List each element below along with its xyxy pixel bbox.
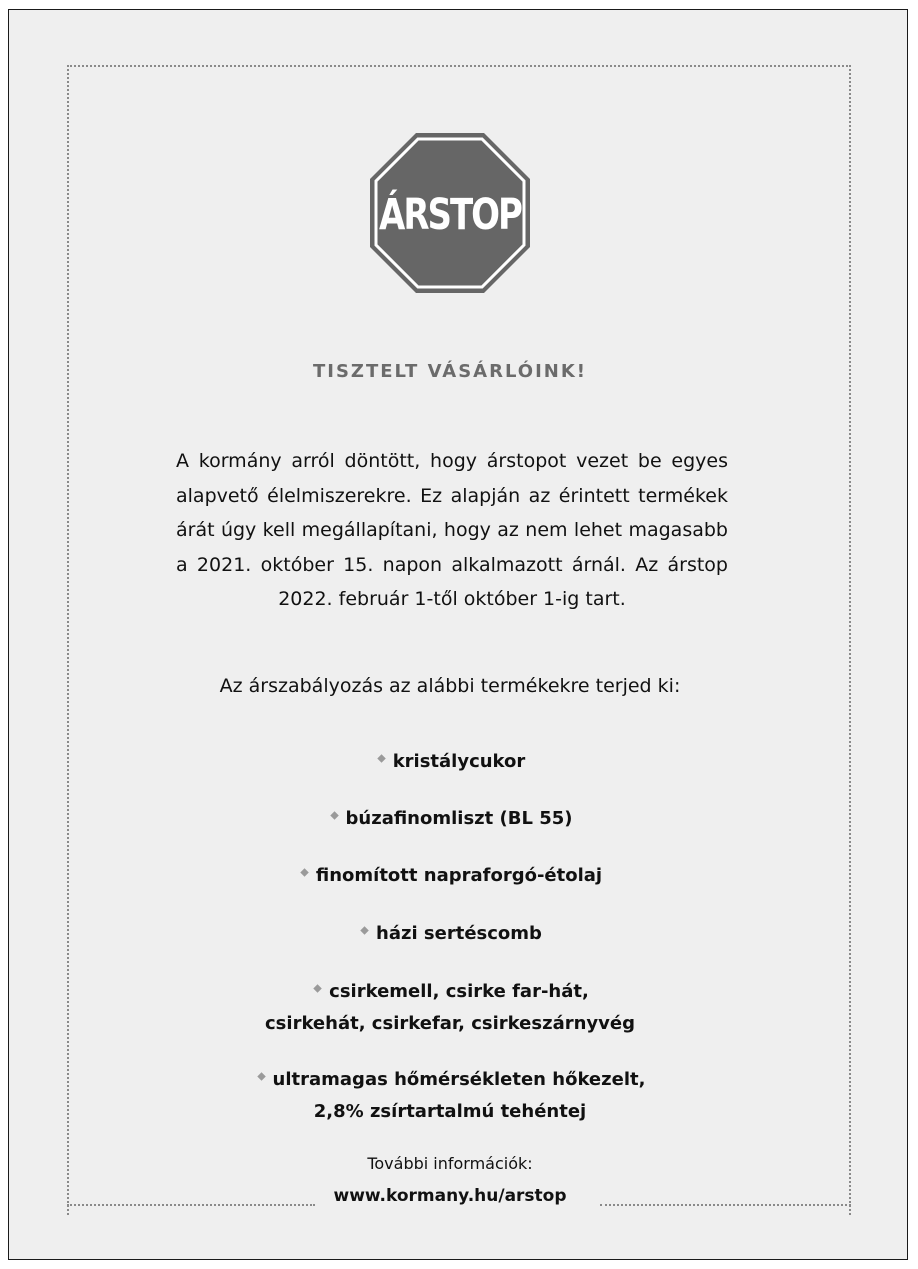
diamond-bullet-icon	[300, 868, 308, 876]
diamond-bullet-icon	[257, 1072, 265, 1080]
list-item: csirkemell, csirke far-hát, csirkehát, csirkefar, csirkeszárnyvég	[265, 981, 635, 1034]
diamond-bullet-icon	[313, 984, 321, 992]
footer-url-link[interactable]	[0, 1184, 900, 1208]
diamond-bullet-icon	[330, 811, 338, 819]
footer-info-label: További információk:	[367, 1154, 533, 1173]
page-title: TISZTELT VÁSÁRLÓINK!	[312, 361, 588, 382]
products-intro: Az árszabályozás az alábbi termékekre terjed ki:	[219, 675, 681, 697]
footer-url-text[interactable]: www.kormany.hu/arstop	[321, 1186, 578, 1206]
list-item: kristálycukor	[0, 746, 900, 778]
announcement-paragraph: A kormány arról döntött, hogy árstopot vezet be egyes alapvető élelmiszerekre. Ez alapján az érintett termékek árát úgy kell megállapítani, hogy az nem lehet magasabb a 2021. október 15. napon alkalmazott árnál. Az árstop 2022. február 1-től október 1-ig tart.	[176, 450, 728, 610]
diamond-bullet-icon	[377, 754, 385, 762]
list-item: ultramagas hőmérsékleten hőkezelt, 2,8% zsírtartalmú tehéntej	[0, 1064, 900, 1128]
logo-text: ÁRSTOP	[379, 190, 521, 241]
diamond-bullet-icon	[360, 926, 368, 934]
list-item: finomított napraforgó-étolaj	[0, 860, 900, 892]
list-item: búzafinomliszt (BL 55)	[0, 803, 900, 835]
list-item: házi sertéscomb	[0, 918, 900, 950]
arstop-logo	[368, 131, 532, 295]
